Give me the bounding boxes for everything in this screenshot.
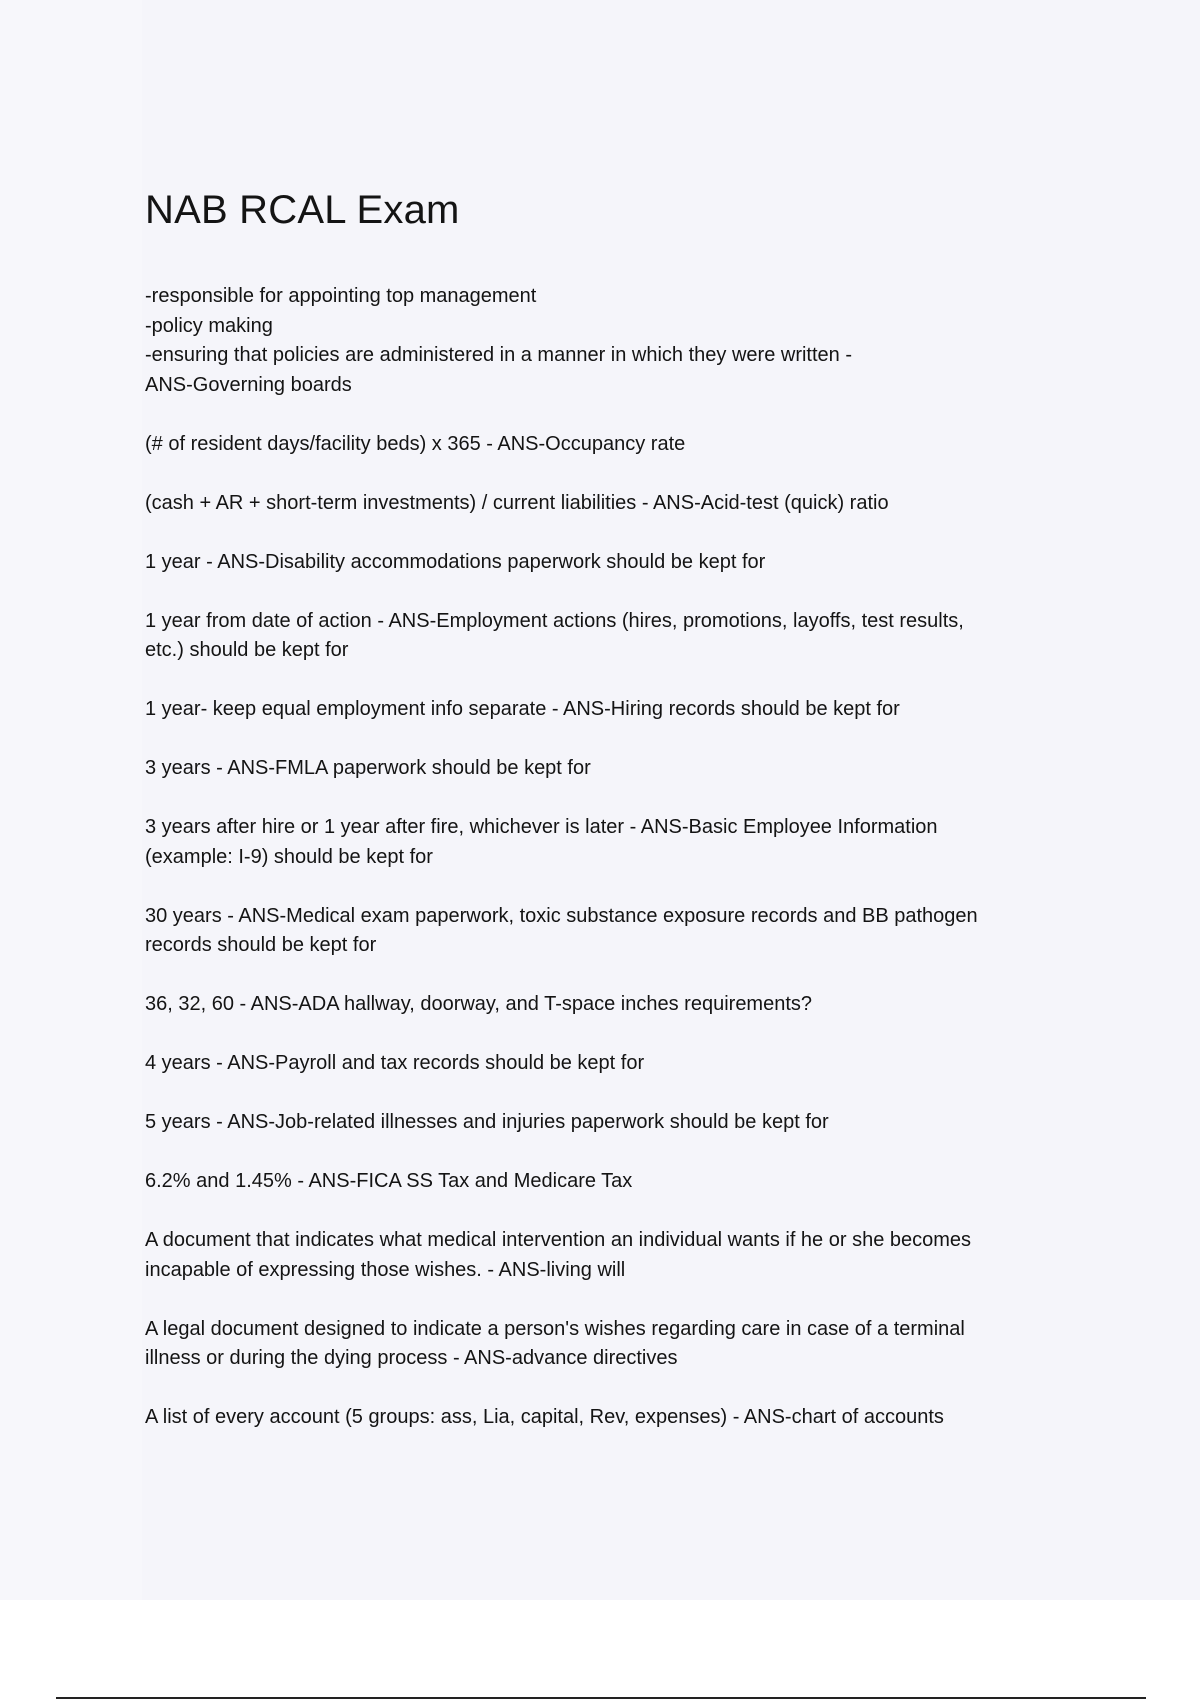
entry-line: A list of every account (5 groups: ass, Lia, capital, Rev, expenses) - ANS-chart of accounts	[145, 1406, 944, 1428]
qa-entry	[145, 1226, 1085, 1285]
entry-line: etc.) should be kept for	[145, 639, 349, 661]
qa-entry	[145, 695, 1085, 725]
qa-entry	[145, 1315, 1085, 1374]
page-margin-band	[0, 0, 142, 1600]
qa-entry	[145, 754, 1085, 784]
qa-entry	[145, 813, 1085, 872]
entry-line: 36, 32, 60 - ANS-ADA hallway, doorway, and T-space inches requirements?	[145, 993, 813, 1015]
entry-list	[145, 282, 1085, 1433]
entry-line: (cash + AR + short-term investments) / current liabilities - ANS-Acid-test (quick) ratio	[145, 491, 889, 514]
qa-entry	[145, 489, 1085, 519]
document-content	[145, 184, 1085, 1462]
qa-entry	[145, 902, 1085, 961]
entry-line: 1 year - ANS-Disability accommodations paperwork should be kept for	[145, 550, 766, 573]
qa-entry	[145, 1049, 1085, 1079]
qa-entry	[145, 548, 1085, 578]
qa-entry	[145, 1167, 1085, 1197]
entry-line: -ensuring that policies are administered in a manner in which they were written -	[145, 344, 853, 366]
qa-entry	[145, 430, 1085, 460]
entry-line: incapable of expressing those wishes. - ANS-living will	[145, 1258, 626, 1281]
entry-line: A document that indicates what medical intervention an individual wants if he or she becomes	[145, 1229, 972, 1251]
entry-line: A legal document designed to indicate a person's wishes regarding care in case of a terminal	[145, 1317, 965, 1340]
entry-line: 30 years - ANS-Medical exam paperwork, toxic substance exposure records and BB pathogen	[145, 904, 978, 927]
qa-entry	[145, 282, 1085, 400]
document-title: NAB RCAL Exam	[145, 188, 460, 232]
entry-line: 3 years - ANS-FMLA paperwork should be kept for	[145, 757, 591, 779]
entry-line: -responsible for appointing top management	[145, 285, 537, 307]
entry-line: 6.2% and 1.45% - ANS-FICA SS Tax and Medicare Tax	[145, 1170, 633, 1192]
entry-line: 3 years after hire or 1 year after fire, whichever is later - ANS-Basic Employee Information	[145, 816, 938, 838]
entry-line: 1 year from date of action - ANS-Employment actions (hires, promotions, layoffs, test results,	[145, 609, 964, 632]
entry-line: (# of resident days/facility beds) x 365 - ANS-Occupancy rate	[145, 432, 686, 455]
entry-line: records should be kept for	[145, 934, 377, 956]
qa-entry	[145, 607, 1085, 666]
entry-line: ANS-Governing boards	[145, 373, 352, 396]
qa-entry	[145, 1403, 1085, 1433]
entry-line: 1 year- keep equal employment info separate - ANS-Hiring records should be kept for	[145, 698, 900, 720]
entry-line: 5 years - ANS-Job-related illnesses and injuries paperwork should be kept for	[145, 1111, 829, 1133]
entry-line: illness or during the dying process - ANS-advance directives	[145, 1347, 678, 1369]
entry-line: -policy making	[145, 314, 273, 337]
footer-divider	[56, 1697, 1146, 1699]
qa-entry	[145, 1108, 1085, 1138]
entry-line: 4 years - ANS-Payroll and tax records should be kept for	[145, 1052, 645, 1074]
entry-line: (example: I-9) should be kept for	[145, 845, 433, 868]
qa-entry	[145, 990, 1085, 1020]
